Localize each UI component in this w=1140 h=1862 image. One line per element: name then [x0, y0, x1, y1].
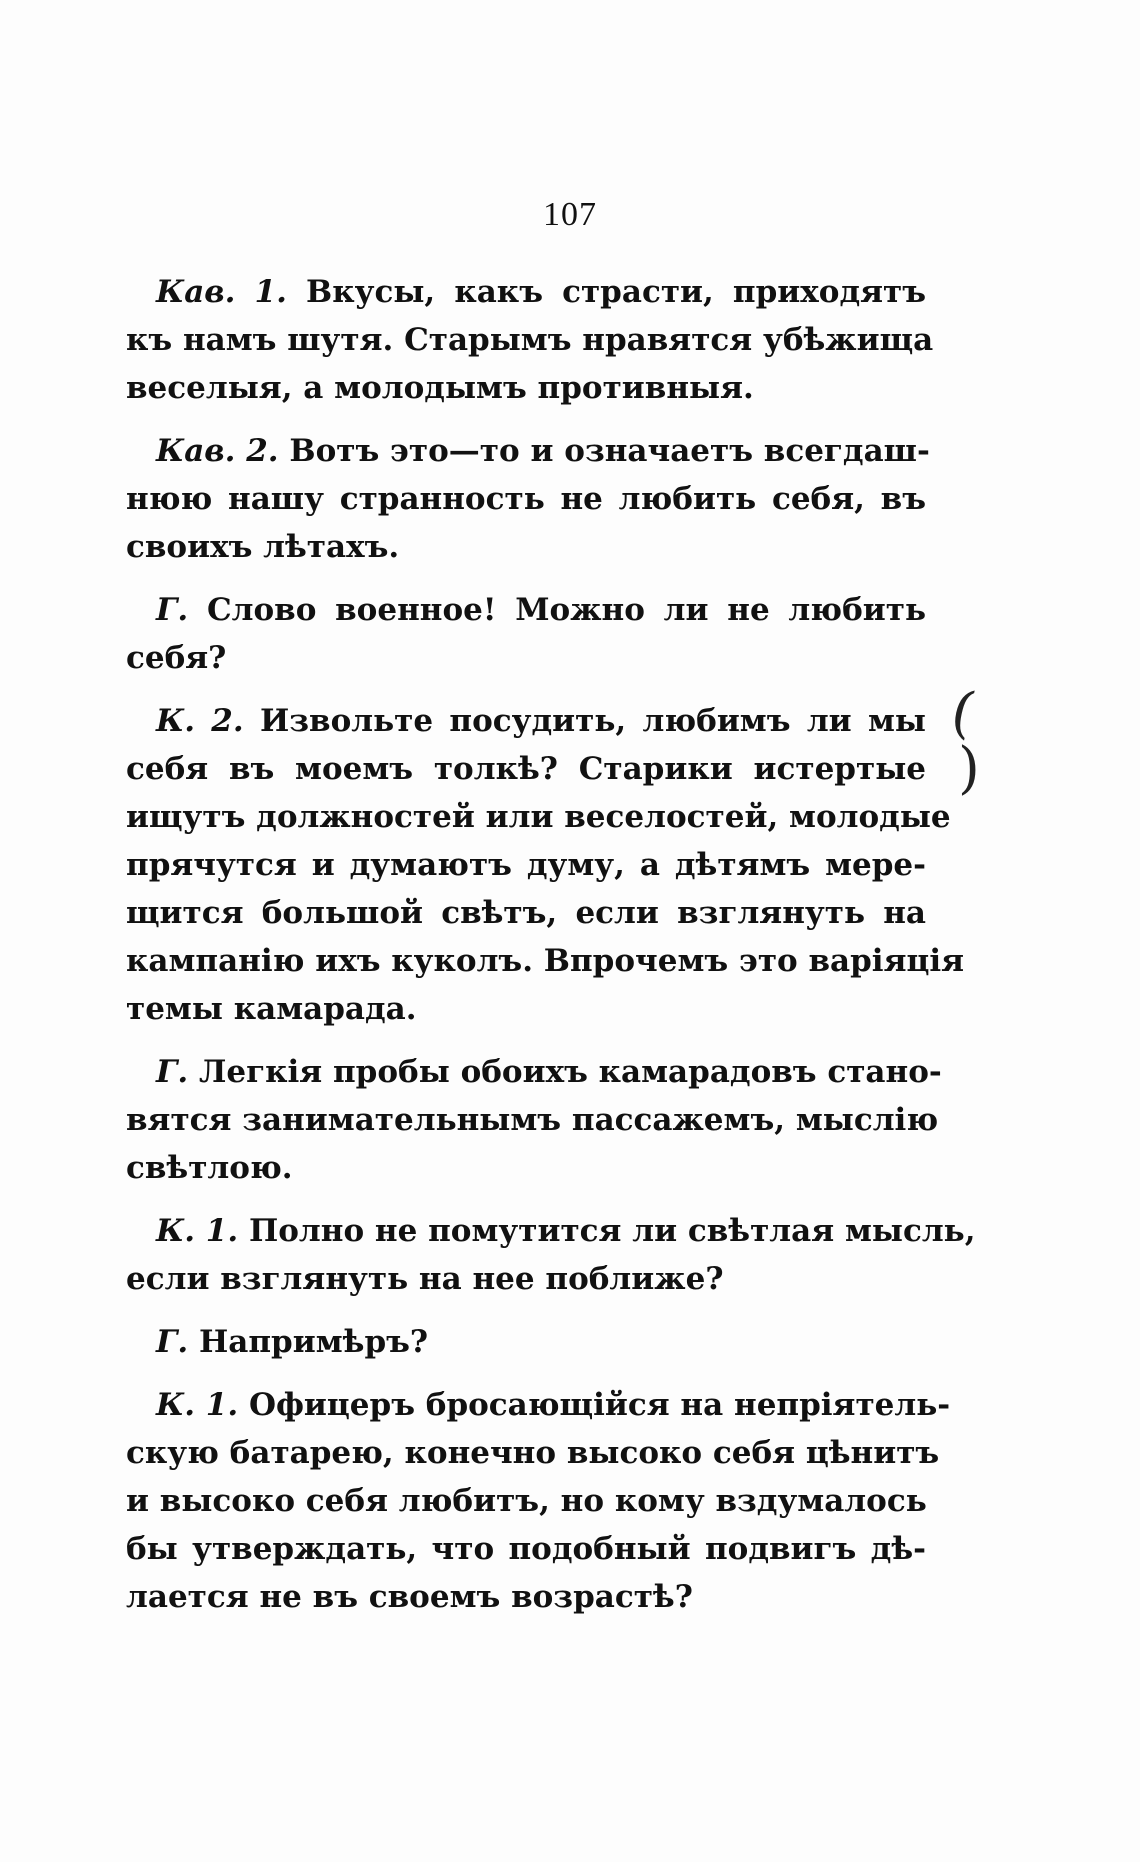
page-number: 107 — [543, 196, 597, 233]
text-line: прячутся и думаютъ думу, а дѣтямъ мере- — [126, 847, 926, 883]
speaker-label: К. 2. — [156, 703, 244, 739]
paragraph — [126, 586, 926, 682]
text-line: Г. Легкія пробы обоихъ камарадовъ стано- — [156, 1054, 942, 1090]
text-line: себя въ моемъ толкѣ? Старики истертые — [126, 751, 926, 787]
text-line: К. 1. Офицеръ бросающійся на непріятель- — [156, 1387, 951, 1423]
speaker-label: Кав. 1. — [156, 274, 287, 310]
text-line: свѣтлою. — [126, 1150, 293, 1186]
text-line: себя? — [126, 640, 227, 676]
text-line: скую батарею, конечно высоко себя цѣнитъ — [126, 1435, 940, 1471]
speaker-label: Г. — [156, 1324, 189, 1360]
text-line: кампанію ихъ куколъ. Впрочемъ это варіяція — [126, 943, 965, 979]
text-line: если взглянуть на нее поближе? — [126, 1261, 724, 1297]
text-line: щится большой свѣтъ, если взглянуть на — [126, 895, 926, 931]
paragraph — [126, 268, 934, 412]
text-line: лается не въ своемъ возрастѣ? — [126, 1579, 693, 1615]
paragraph — [126, 1048, 942, 1192]
text-line: къ намъ шутя. Старымъ нравятся убѣжища — [126, 322, 934, 358]
text-line: веселыя, а молодымъ противныя. — [126, 370, 754, 406]
text-line: бы утверждать, что подобный подвигъ дѣ- — [126, 1531, 926, 1567]
text-line: своихъ лѣтахъ. — [126, 529, 400, 565]
text-line: темы камарада. — [126, 991, 417, 1027]
paragraph — [126, 1381, 951, 1621]
text-line: нюю нашу странность не любить себя, въ — [126, 481, 926, 517]
text-line: вятся занимательнымъ пассажемъ, мыслію — [126, 1102, 939, 1138]
text-line: и высоко себя любитъ, но кому вздумалось — [126, 1483, 927, 1519]
paragraph — [126, 427, 930, 571]
text-line: К. 1. Полно не помутится ли свѣтлая мысль, — [156, 1213, 976, 1249]
text-line: Г. Напримѣръ? — [156, 1324, 429, 1360]
speaker-label: К. 1. — [156, 1387, 239, 1423]
text-line: К. 2. Извольте посудить, любимъ ли мы — [156, 703, 926, 739]
paragraph — [126, 697, 965, 1033]
speaker-label: Г. — [156, 1054, 189, 1090]
speaker-label: Г. — [156, 592, 189, 628]
text-line: Кав. 1. Вкусы, какъ страсти, приходятъ — [156, 274, 926, 310]
paragraph — [126, 1207, 976, 1303]
text-body — [126, 268, 976, 1636]
text-line: ищутъ должностей или веселостей, молодые — [126, 799, 951, 835]
margin-close-paren-mark: ) — [958, 736, 980, 801]
text-line: Кав. 2. Вотъ это—то и означаетъ всегдаш- — [156, 433, 930, 469]
speaker-label: Кав. 2. — [156, 433, 279, 469]
margin-open-paren-mark: ( — [945, 678, 981, 747]
text-line: Г. Слово военное! Можно ли не любить — [156, 592, 926, 628]
paragraph — [126, 1318, 926, 1366]
speaker-label: К. 1. — [156, 1213, 239, 1249]
